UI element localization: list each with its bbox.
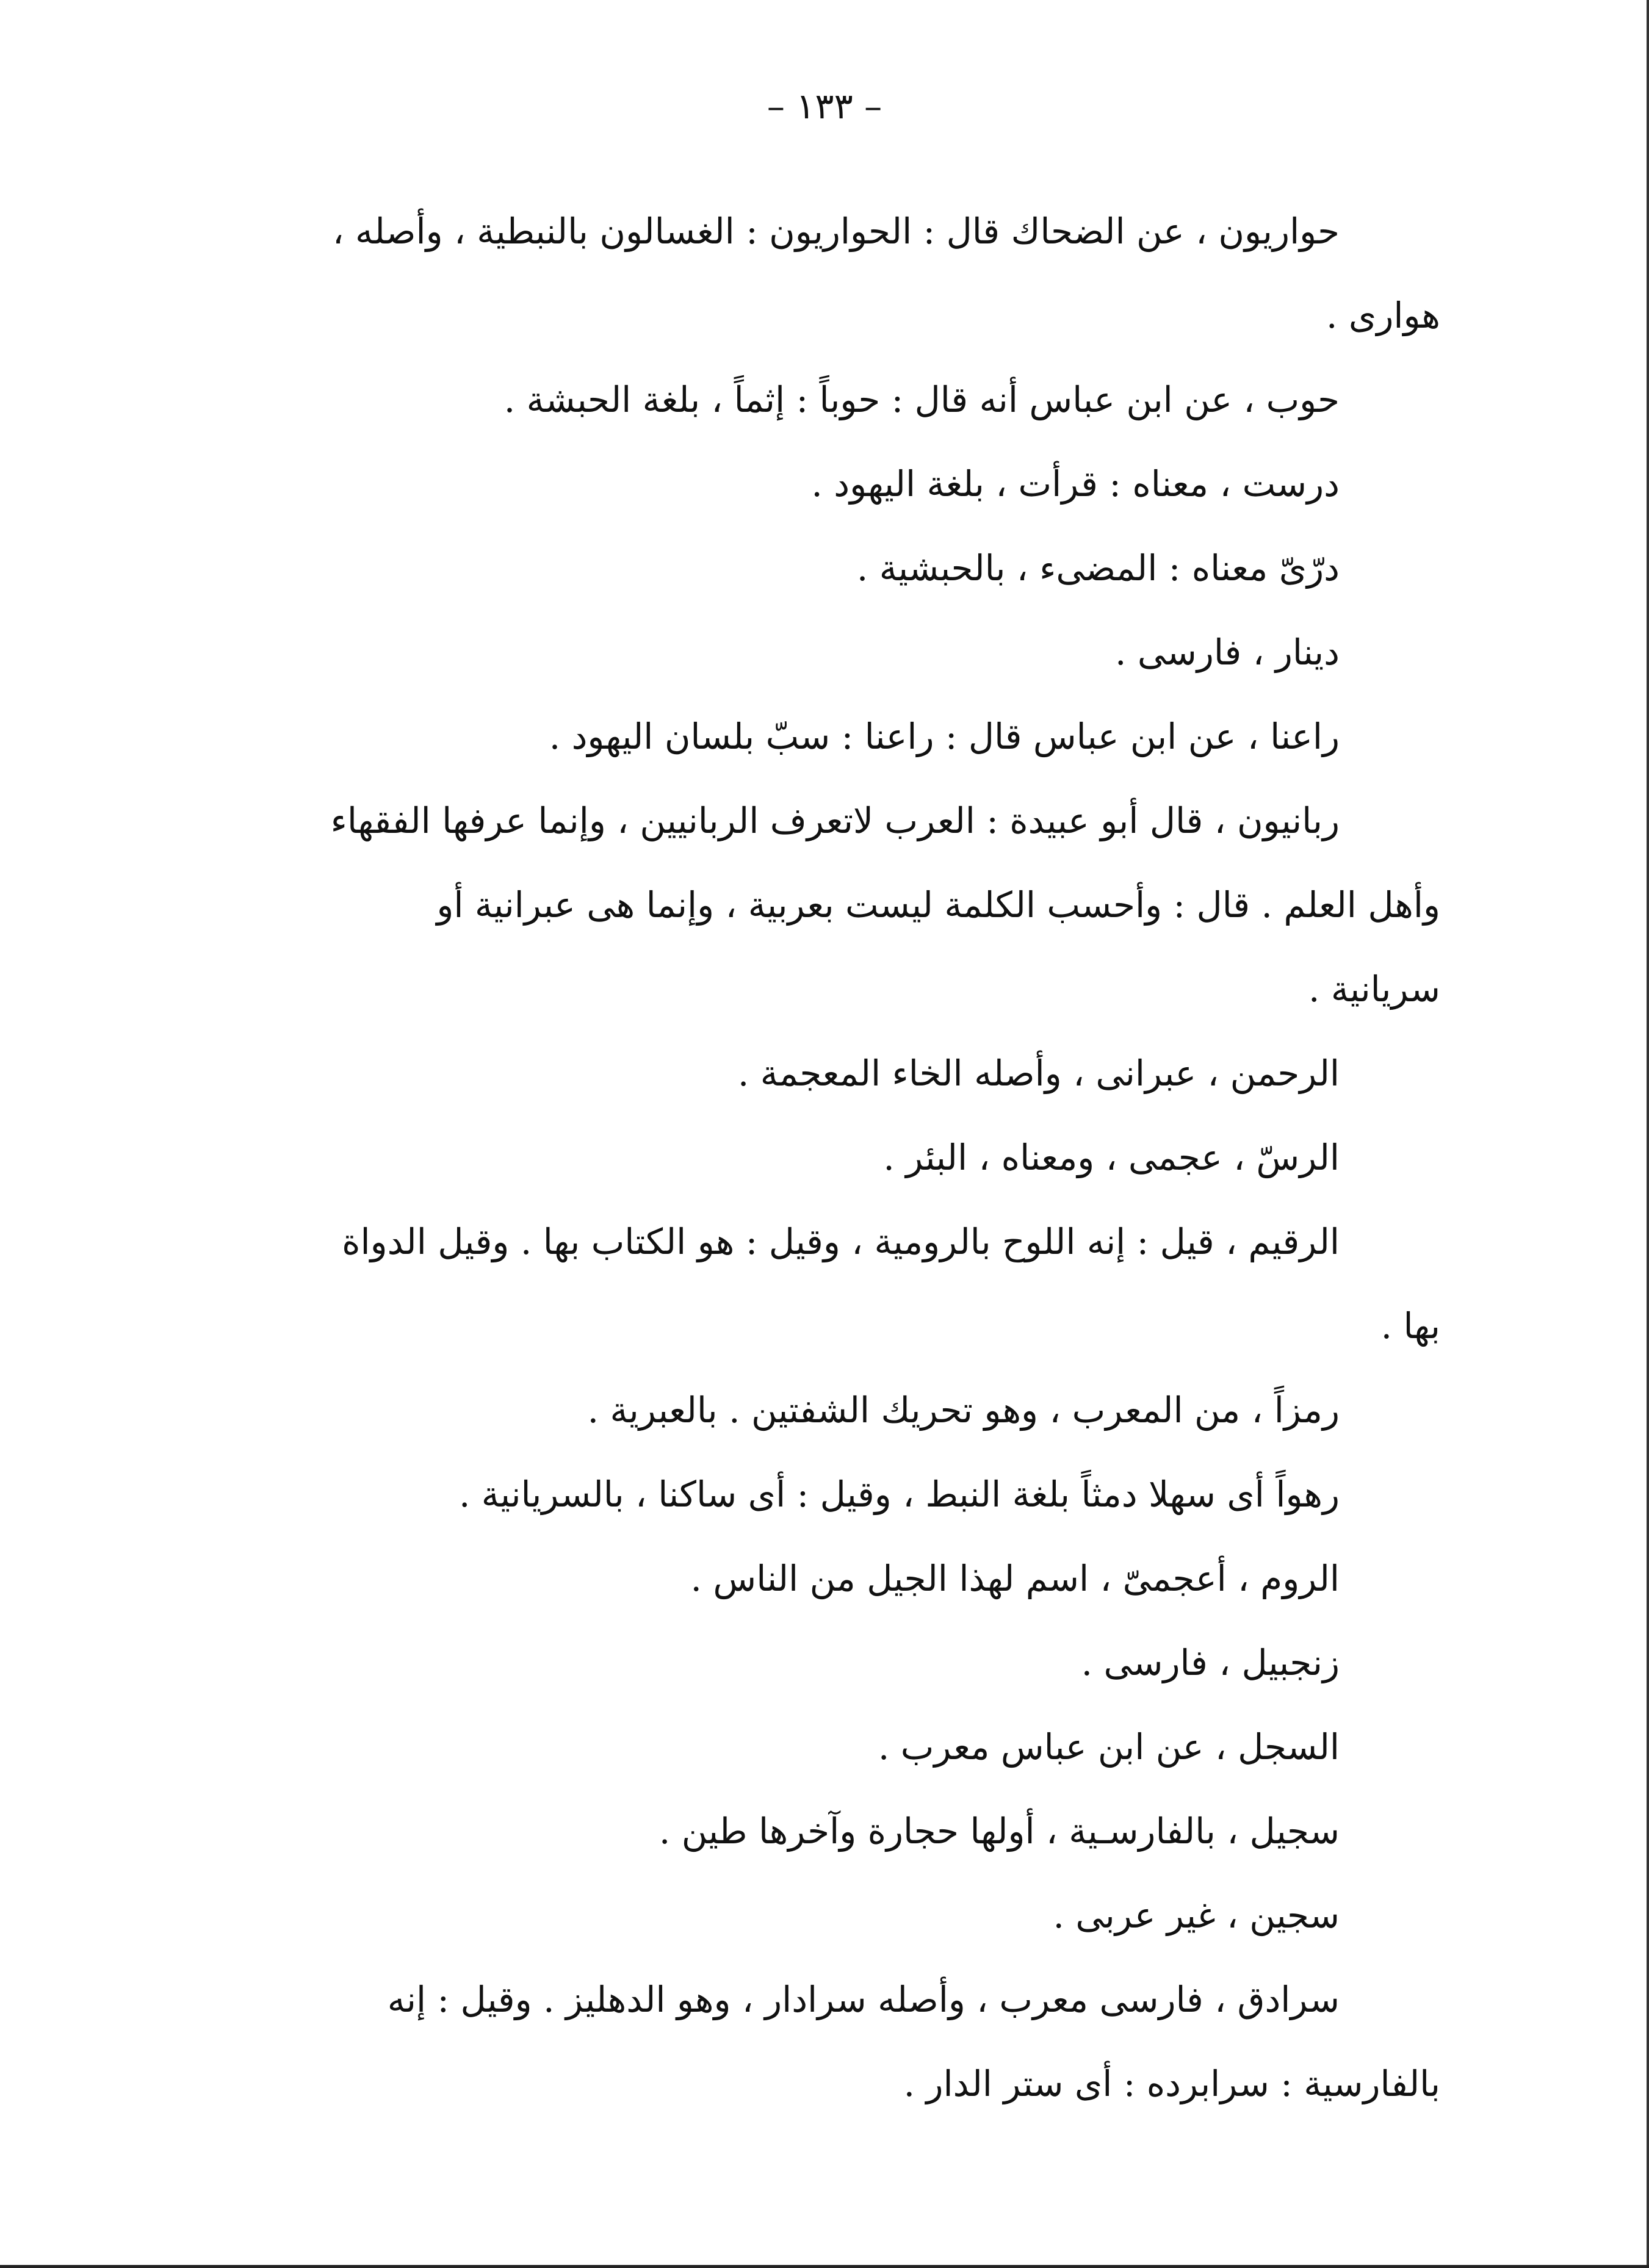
entry-first-line: حوب ، عن ابن عباس أنه قال : حوباً : إثماً ، بلغة الحبشة . (503, 379, 1340, 420)
entry-list (275, 189, 1440, 2126)
entry-first-line: درست ، معناه : قرأت ، بلغة اليهود . (811, 463, 1340, 505)
entry-continuation-line: هوارى . (1326, 295, 1440, 336)
entry-continuation-line: وأهل العلم . قال : وأحسب الكلمة ليست بعربية ، وإنما هى عبرانية أو (436, 884, 1440, 926)
glossary-entry (275, 1621, 1440, 1705)
entry-first-line: الرحمن ، عبرانى ، وأصله الخاء المعجمة . (737, 1053, 1340, 1094)
scan-edge-bottom (0, 2265, 1649, 2268)
entry-continuation-line: سريانية . (1308, 968, 1440, 1010)
entry-continuation-line: بها . (1380, 1305, 1440, 1347)
glossary-entry (275, 1368, 1440, 1452)
glossary-entry (275, 1536, 1440, 1621)
entry-first-line: رمزاً ، من المعرب ، وهو تحريك الشفتين . بالعبرية . (587, 1389, 1340, 1431)
glossary-entry (275, 610, 1440, 694)
entry-first-line: حواريون ، عن الضحاك قال : الحواريون : الغسالون بالنبطية ، وأصله ، (332, 211, 1340, 252)
glossary-entry (275, 1031, 1440, 1115)
glossary-entry (275, 526, 1440, 610)
entry-first-line: دينار ، فارسى . (1115, 632, 1340, 673)
entry-first-line: السجل ، عن ابن عباس معرب . (878, 1726, 1340, 1768)
entry-continuation-line: بالفارسية : سرابرده : أى ستر الدار . (903, 2063, 1440, 2104)
entry-first-line: سجيل ، بالفارسـية ، أولها حجارة وآخرها طين . (659, 1810, 1340, 1852)
glossary-entry (275, 779, 1440, 1031)
glossary-entry (275, 1873, 1440, 1957)
entry-first-line: راعنا ، عن ابن عباس قال : راعنا : سبّ بلسان اليهود . (549, 716, 1340, 757)
glossary-entry (275, 189, 1440, 358)
glossary-entry (275, 1705, 1440, 1789)
entry-first-line: الرسّ ، عجمى ، ومعناه ، البئر . (883, 1137, 1340, 1178)
page-number: – ١٣٣ – (767, 85, 882, 127)
glossary-entry (275, 442, 1440, 526)
entry-first-line: ربانيون ، قال أبو عبيدة : العرب لاتعرف الربانيين ، وإنما عرفها الفقهاء (330, 800, 1340, 841)
glossary-entry (275, 1115, 1440, 1200)
glossary-entry (275, 1957, 1440, 2126)
glossary-entry (275, 1452, 1440, 1536)
entry-first-line: رهواً أى سهلا دمثاً بلغة النبط ، وقيل : أى ساكنا ، بالسريانية . (458, 1474, 1340, 1515)
entry-first-line: الروم ، أعجمىّ ، اسم لهذا الجيل من الناس . (690, 1558, 1340, 1599)
scan-edge-right (1647, 0, 1649, 2268)
glossary-entry (275, 1789, 1440, 1873)
entry-first-line: زنجبيل ، فارسى . (1081, 1642, 1340, 1683)
entry-first-line: سجين ، غير عربى . (1053, 1895, 1340, 1936)
entry-first-line: سرادق ، فارسى معرب ، وأصله سرادار ، وهو الدهليز . وقيل : إنه (387, 1979, 1340, 2020)
entry-first-line: درّىّ معناه : المضىء ، بالحبشية . (856, 547, 1340, 589)
glossary-entry (275, 1200, 1440, 1368)
entry-first-line: الرقيم ، قيل : إنه اللوح بالرومية ، وقيل : هو الكتاب بها . وقيل الدواة (342, 1221, 1340, 1262)
glossary-entry (275, 358, 1440, 442)
glossary-entry (275, 694, 1440, 779)
